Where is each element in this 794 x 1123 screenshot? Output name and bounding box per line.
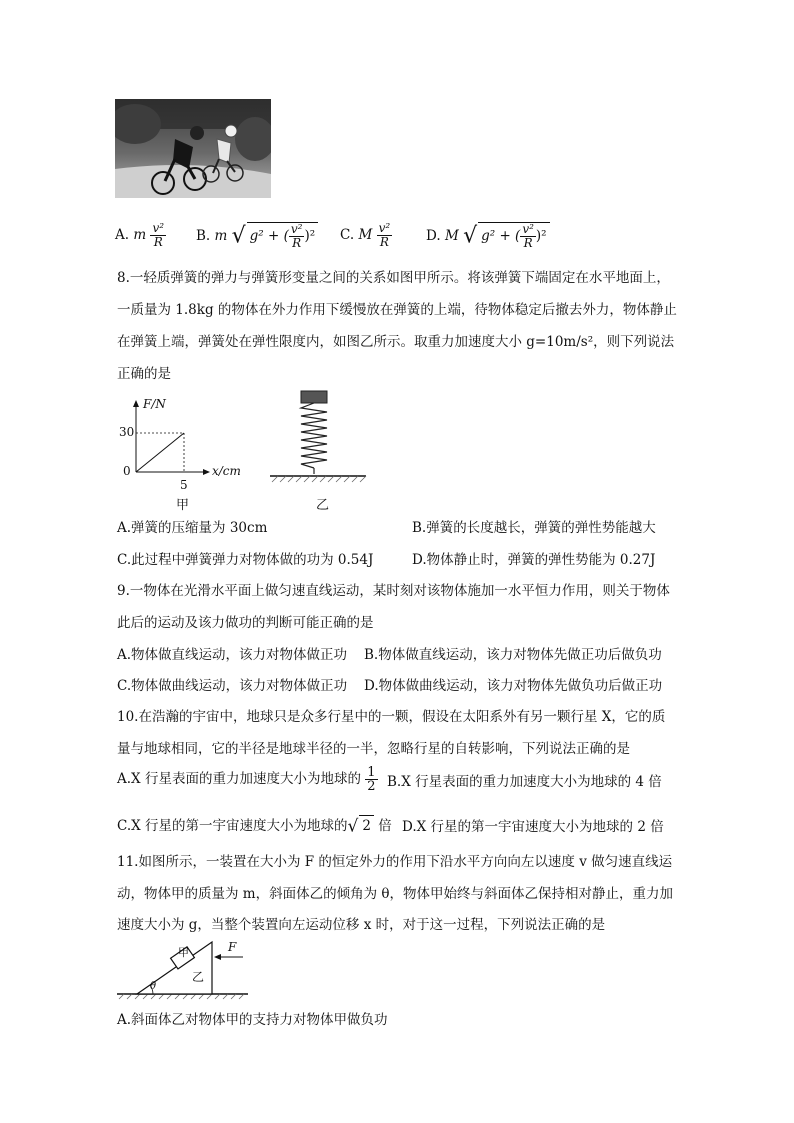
q9-option-c: C.物体做曲线运动，该力对物体做正功 (117, 678, 348, 694)
q11-line-3: 速度大小为 g，当整个装置向左运动位移 x 时，对于这一过程，下列说法正确的是 (117, 917, 606, 933)
x-tick-label: 5 (180, 478, 188, 492)
q9-line-2: 此后的运动及该力做功的判断可能正确的是 (117, 615, 374, 631)
q8-line-3: 在弹簧上端，弹簧处在弹性限度内，如图乙所示。取重力加速度大小 g=10m/s²，则下列说法 (117, 334, 675, 350)
y-axis-label: F/N (143, 397, 166, 411)
q9-option-a: A.物体做直线运动，该力对物体做正功 (117, 647, 348, 663)
q9-line-1: 9.一物体在光滑水平面上做匀速直线运动，某时刻对该物体施加一水平恒力作用，则关于物体 (117, 583, 670, 599)
q10-line-2: 量与地球相同，它的半径是地球半径的一半，忽略行星的自转影响，下列说法正确的是 (117, 741, 630, 757)
q8-line-1: 8.一轻质弹簧的弹力与弹簧形变量之间的关系如图甲所示。将该弹簧下端固定在水平地面上， (117, 270, 670, 286)
q8-line-4: 正确的是 (117, 366, 171, 382)
q10-option-c: C.X 行星的第一宇宙速度大小为地球的√ 2 倍 (117, 816, 392, 837)
q8-option-a: A.弹簧的压缩量为 30cm (117, 520, 268, 536)
q8-option-b: B.弹簧的长度越长，弹簧的弹性势能越大 (412, 520, 656, 536)
spring-caption: 乙 (316, 498, 330, 513)
wedge-label: 乙 (192, 970, 205, 984)
q7-option-c: C. M $\frac{\text{v²}}{R}$ (340, 221, 391, 249)
origin-label: 0 (123, 464, 131, 478)
q8-option-c: C.此过程中弹簧弹力对物体做的功为 0.54J (117, 552, 374, 568)
q9-option-d: D.物体做曲线运动，该力对物体先做负功后做正功 (364, 678, 663, 694)
graph-caption: 甲 (176, 498, 190, 513)
block-label: 甲 (178, 946, 189, 959)
q8-line-2: 一质量为 1.8kg 的物体在外力作用下缓慢放在弹簧的上端，待物体稳定后撤去外力，物体静止 (117, 302, 677, 318)
y-tick-label: 30 (119, 425, 135, 439)
q9-option-b: B.物体做直线运动，该力对物体先做正功后做负功 (364, 647, 662, 663)
q11-option-a: A.斜面体乙对物体甲的支持力对物体甲做负功 (117, 1012, 388, 1028)
fraction: $\frac{\text{v²}}{R}$ (152, 221, 165, 249)
force-displacement-graph (115, 394, 255, 514)
incline-figure (115, 938, 250, 1000)
q8-option-d: D.物体静止时，弹簧的弹性势能为 0.27J (412, 552, 656, 568)
angle-label: θ (150, 981, 157, 992)
q11-line-2: 动，物体甲的质量为 m，斜面体乙的倾角为 θ，物体甲始终与斜面体乙保持相对静止，重力加 (117, 886, 674, 902)
x-axis-label: x/cm (212, 464, 241, 478)
force-label: F (228, 940, 237, 954)
q10-option-d: D.X 行星的第一宇宙速度大小为地球的 2 倍 (402, 819, 664, 835)
q10-line-1: 10.在浩瀚的宇宙中，地球只是众多行星中的一颗，假设在太阳系外有另一颗行星 X，它的质 (117, 709, 666, 725)
spring-figure (268, 388, 368, 514)
q10-option-a: A.X 行星表面的重力加速度大小为地球的 $\frac{1}{2}$ (117, 765, 376, 794)
q7-option-a: A. m $\frac{\text{v²}}{R}$ (115, 221, 165, 249)
q7-option-d: D. M √ g² + ( $\frac{\text{v²}}{R}$ )² (426, 222, 550, 250)
cyclists-photo (115, 99, 271, 198)
q10-option-b: B.X 行星表面的重力加速度大小为地球的 4 倍 (387, 774, 662, 790)
q7-option-b: B. m √ g² + ( $\frac{\text{v²}}{R}$ )² (196, 222, 318, 250)
q11-line-1: 11.如图所示，一装置在大小为 F 的恒定外力的作用下沿水平方向向左以速度 v 做匀速直线运 (117, 854, 673, 870)
